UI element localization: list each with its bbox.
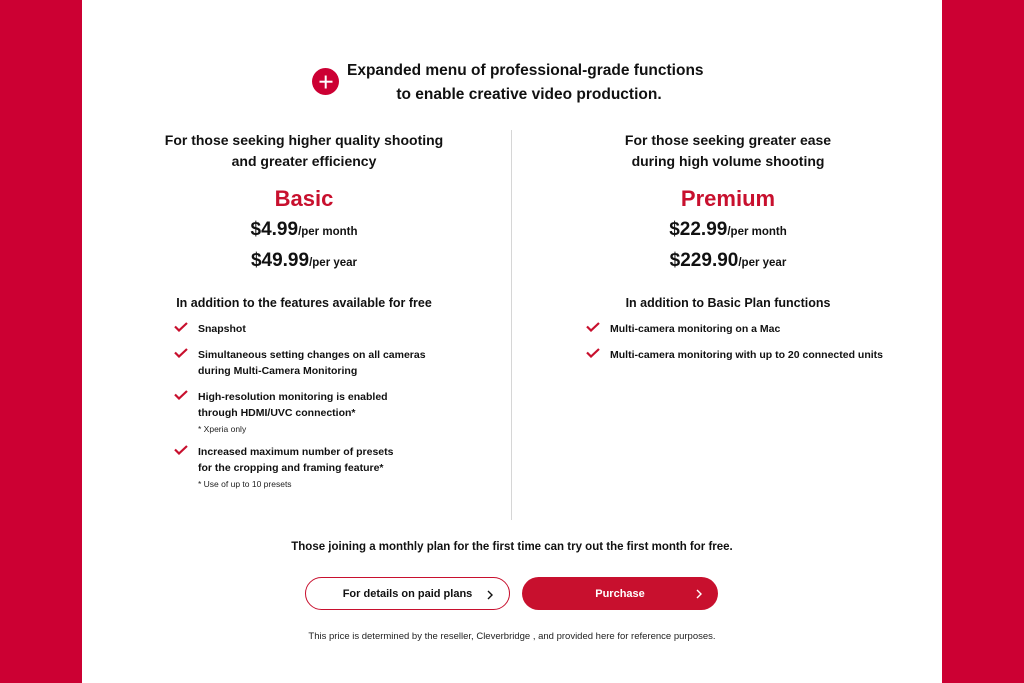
price-monthly-period: /per month — [298, 226, 358, 238]
header-title-line2: to enable creative video production. — [396, 86, 662, 103]
price-yearly-amount: $49.99 — [250, 250, 310, 271]
includes-heading: In addition to the features available for free — [176, 296, 432, 310]
price-yearly-amount: $229.90 — [669, 250, 739, 271]
chevron-right-icon — [696, 589, 702, 599]
price-monthly — [518, 218, 938, 244]
content-panel — [82, 0, 942, 683]
list-item — [174, 321, 514, 337]
free-trial-notice: Those joining a monthly plan for the first time can try out the first month for free. — [291, 541, 733, 553]
paid-plans-details-label: For details on paid plans — [342, 587, 473, 600]
purchase-button[interactable] — [522, 577, 718, 610]
feature-text: Snapshot — [198, 323, 246, 335]
price-monthly — [94, 218, 514, 244]
purchase-label: Purchase — [595, 587, 645, 600]
price-yearly — [94, 249, 514, 275]
feature-text: High-resolution monitoring is enabled through HDMI/UVC connection* — [198, 391, 388, 419]
price-yearly-period: /per year — [738, 257, 787, 269]
list-item — [174, 389, 514, 434]
plan-basic — [94, 130, 514, 499]
check-icon — [586, 348, 600, 358]
header-title-line1: Expanded menu of professional-grade functions — [347, 62, 704, 79]
plan-name: Premium — [680, 186, 776, 211]
feature-text: Multi-camera monitoring on a Mac — [610, 323, 781, 335]
plan-name: Basic — [274, 186, 334, 211]
check-icon — [174, 348, 188, 358]
check-icon — [174, 322, 188, 332]
list-item — [174, 347, 514, 379]
price-yearly-period: /per year — [309, 257, 358, 269]
plan-tagline-line1: For those seeking greater ease — [624, 132, 832, 148]
column-divider — [511, 130, 512, 520]
feature-note: * Use of up to 10 presets — [198, 479, 292, 489]
check-icon — [174, 390, 188, 400]
feature-text: Increased maximum number of presets for the cropping and framing feature* — [198, 446, 394, 474]
check-icon — [586, 322, 600, 332]
plan-premium — [518, 130, 938, 373]
price-monthly-amount: $4.99 — [250, 219, 299, 240]
paid-plans-details-button[interactable] — [305, 577, 510, 610]
price-yearly — [518, 249, 938, 275]
feature-list — [174, 321, 514, 489]
plan-tagline-line2: and greater efficiency — [231, 153, 377, 169]
plan-tagline-line1: For those seeking higher quality shooting — [164, 132, 444, 148]
feature-text: Multi-camera monitoring with up to 20 connected units — [610, 349, 884, 361]
feature-text: Simultaneous setting changes on all cameras during Multi-Camera Monitoring — [198, 349, 426, 377]
includes-heading: In addition to Basic Plan functions — [625, 296, 831, 310]
feature-note: * Xperia only — [198, 424, 247, 434]
list-item — [586, 347, 938, 363]
feature-list — [586, 321, 938, 363]
price-monthly-period: /per month — [727, 226, 787, 238]
plan-tagline-line2: during high volume shooting — [631, 153, 825, 169]
price-monthly-amount: $22.99 — [669, 219, 728, 240]
reseller-footnote: This price is determined by the reseller, Cleverbridge , and provided here for reference purposes. — [308, 631, 716, 642]
check-icon — [174, 445, 188, 455]
chevron-right-icon — [487, 590, 493, 600]
list-item — [586, 321, 938, 337]
plan-tagline — [518, 130, 938, 172]
list-item — [174, 444, 514, 489]
plan-tagline — [94, 130, 514, 172]
